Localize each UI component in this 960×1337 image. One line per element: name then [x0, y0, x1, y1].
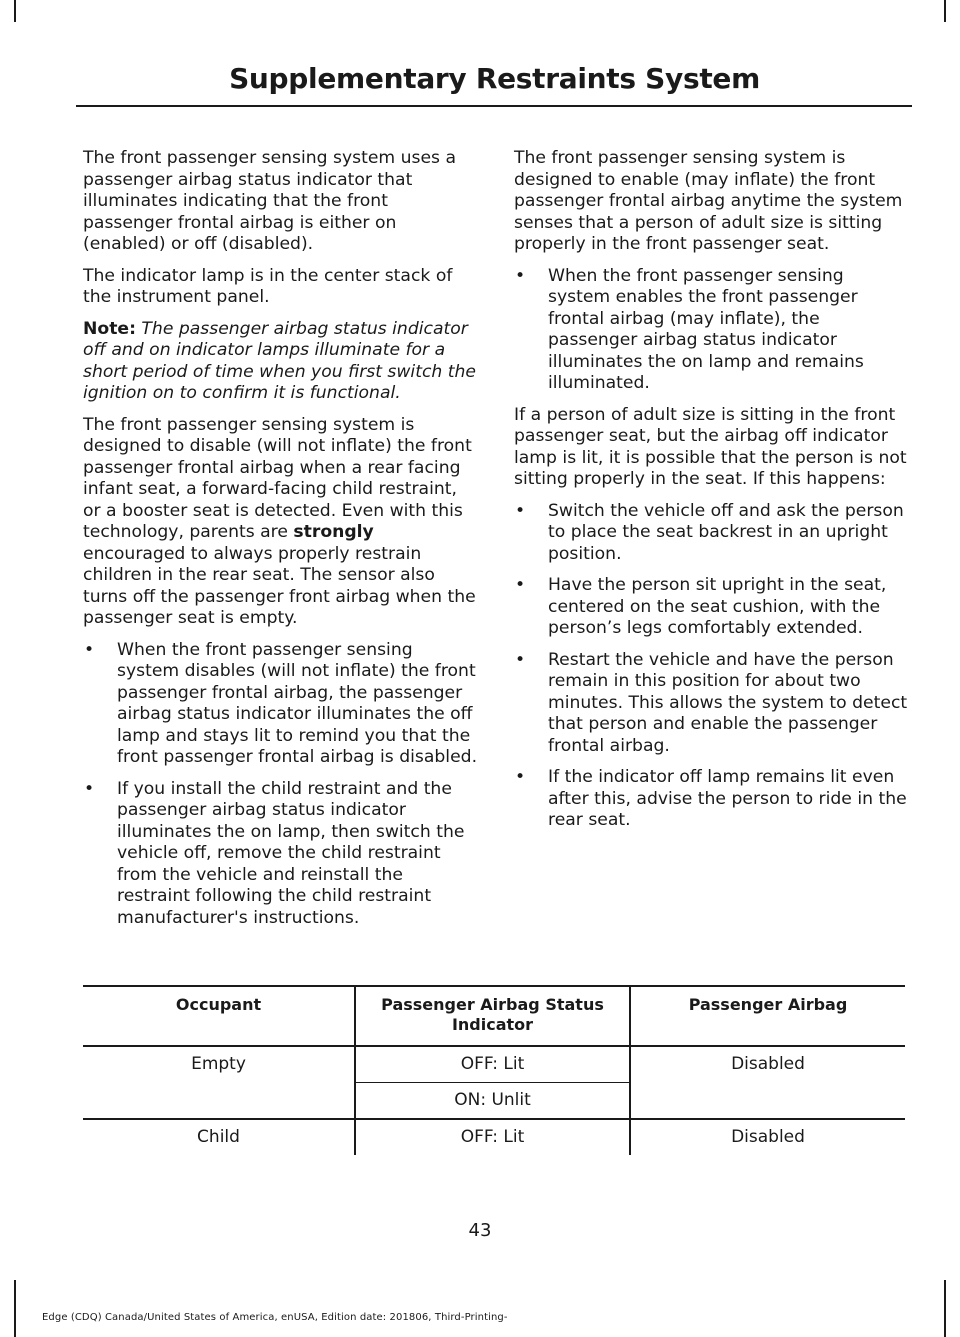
bullet-icon: •	[515, 575, 526, 595]
list-item	[514, 767, 910, 832]
bullet-icon: •	[84, 778, 95, 799]
list-item	[514, 501, 910, 566]
paragraph: The front passenger sensing system uses a passenger airbag status indicator that illuminates indicating that the front passenger frontal airbag is either on (enabled) or off (disabled).	[83, 148, 457, 254]
bullet-icon: •	[515, 500, 526, 521]
list-item-text: Have the person sit upright in the seat, centered on the seat cushion, with the person’s legs comfortably extended.	[548, 575, 887, 638]
left-column	[83, 148, 478, 939]
list-item	[83, 779, 478, 930]
crop-mark-top-left	[14, 0, 16, 22]
table-row	[83, 1046, 905, 1083]
bullet-list	[83, 640, 478, 930]
bullet-icon: •	[84, 639, 95, 660]
list-item	[83, 640, 478, 769]
list-item-text: When the front passenger sensing system enables the front passenger frontal airbag (may inflate), the passenger airbag status indicator illuminates the on lamp and remains illuminated.	[548, 265, 864, 393]
page-title: Supplementary Restraints System	[229, 62, 760, 95]
bullet-icon: •	[515, 649, 526, 670]
indicator-cell: OFF: Lit	[355, 1046, 630, 1083]
crop-mark-bottom-right	[944, 1280, 946, 1337]
column-header-passenger-airbag: Passenger Airbag	[630, 986, 905, 1046]
list-item-text: When the front passenger sensing system disables (will not inflate) the front passenger frontal airbag, the passenger airbag status indicator illuminates the off lamp and stays lit to remind you that the front passenger frontal airbag is disabled.	[117, 639, 478, 767]
crop-mark-bottom-left	[14, 1280, 16, 1337]
footer-edition-info: Edge (CDQ) Canada/United States of America, enUSA, Edition date: 201806, Third-Printing-	[42, 1312, 508, 1323]
note	[83, 319, 478, 405]
bullet-icon: •	[515, 265, 526, 286]
indicator-cell: ON: Unlit	[355, 1083, 630, 1120]
bullet-list	[514, 501, 910, 832]
list-item-text: Switch the vehicle off and ask the person to place the seat backrest in an upright position.	[548, 500, 904, 564]
table-row	[83, 1119, 905, 1155]
list-item-text: If you install the child restraint and the passenger airbag status indicator illuminates the on lamp, then switch the vehicle off, remove the child restraint from the vehicle and reinstall the restraint following the child restraint manufacturer's instructions.	[117, 778, 465, 928]
note-text: The passenger airbag status indicator off and on indicator lamps illuminate for a short period of time when you first switch the ignition on to confirm it is functional.	[83, 318, 476, 403]
paragraph: The indicator lamp is in the center stack of the instrument panel.	[83, 265, 453, 307]
paragraph: If a person of adult size is sitting in the front passenger seat, but the airbag off indicator lamp is lit, it is possible that the person is not sitting properly in the seat. If this happens:	[514, 404, 907, 489]
paragraph: The front passenger sensing system is designed to enable (may inflate) the front passenger frontal airbag anytime the system senses that a person of adult size is sitting properly in the front passenger seat.	[514, 148, 903, 254]
airbag-status-table	[83, 985, 905, 1155]
right-column	[514, 148, 910, 842]
indicator-cell: OFF: Lit	[355, 1119, 630, 1155]
note-label: Note:	[83, 318, 136, 339]
airbag-cell: Disabled	[630, 1046, 905, 1119]
list-item	[514, 266, 910, 395]
bullet-icon: •	[515, 767, 526, 787]
list-item	[514, 650, 910, 758]
occupant-cell: Child	[83, 1119, 355, 1155]
paragraph-text: The front passenger sensing system is designed to disable (will not inflate) the front passenger frontal airbag when a rear facing infant seat, a forward-facing child restraint, or a booster seat is detected. Even with this technology, parents are	[83, 414, 472, 542]
list-item-text: If the indicator off lamp remains lit even after this, advise the person to ride in the rear seat.	[548, 767, 907, 830]
header-divider	[76, 105, 912, 107]
column-header-status-indicator: Passenger Airbag Status Indicator	[355, 986, 630, 1046]
emphasis: strongly	[293, 522, 374, 542]
occupant-cell: Empty	[83, 1046, 355, 1119]
column-header-occupant: Occupant	[83, 986, 355, 1046]
table-header-row	[83, 986, 905, 1046]
airbag-cell: Disabled	[630, 1119, 905, 1155]
page-number: 43	[468, 1220, 492, 1241]
crop-mark-top-right	[944, 0, 946, 22]
list-item-text: Restart the vehicle and have the person remain in this position for about two minutes. This allows the system to detect that person and enable the passenger frontal airbag.	[548, 649, 908, 756]
paragraph	[83, 415, 478, 630]
bullet-list	[514, 266, 910, 395]
paragraph-text: encouraged to always properly restrain children in the rear seat. The sensor also turns off the passenger front airbag when the passenger seat is empty.	[83, 543, 476, 628]
list-item	[514, 575, 910, 640]
